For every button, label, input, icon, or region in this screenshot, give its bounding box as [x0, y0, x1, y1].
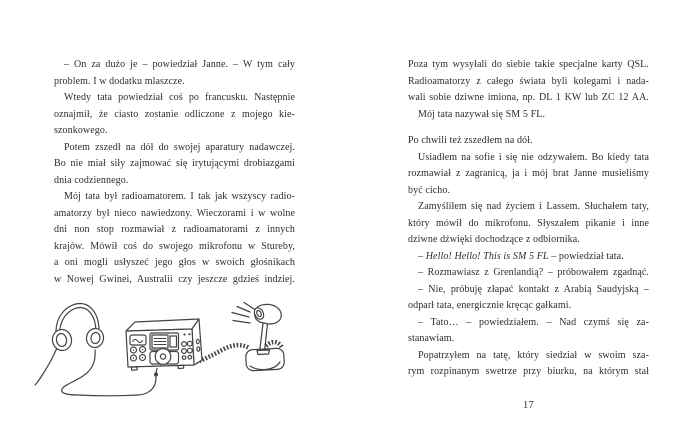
text-line: Zamyśliłem się nad życiem i Lassem. Słuchałem taty, — [418, 201, 649, 212]
paragraph — [408, 249, 649, 266]
text-line: Bo nie miał siły zajmować się irytującymi drobiazgami — [54, 158, 295, 169]
text-line: w Nowej Gwinei, Australii czy jeszcze gdzieś indziej. — [54, 273, 295, 285]
headphones-drawing — [51, 304, 105, 352]
text-line: a oni mogli usłyszeć jego głos w swoich głośnikach — [54, 257, 295, 268]
text-line: – Nie, próbuję złapać kontakt z Arabią Saudyjską – — [418, 283, 649, 295]
text-line: Potem zszedł na dół do swojej aparatury nadawczej. — [64, 141, 295, 153]
paragraph — [408, 199, 649, 249]
left-page-text — [54, 57, 295, 288]
text-line: krajów. Mówił coś do swojego mikrofonu w Stureby, — [54, 240, 295, 252]
sound-lines-drawing — [232, 303, 254, 324]
paragraph — [408, 315, 649, 348]
text-line: stanawiam. — [408, 333, 455, 344]
text-line: dnia codziennego. — [54, 174, 129, 186]
text-line: Poza tym wysyłali do siebie takie specjalne karty QSL. — [408, 59, 649, 70]
text-line: rym rozpinanym swetrze przy biurku, na którym stał — [408, 366, 649, 377]
text-line: Po chwili też zszedłem na dół. — [408, 135, 533, 146]
text-line: – Tato… – powiedziałem. – Nad czymś się za- — [418, 316, 649, 328]
paragraph — [408, 282, 649, 315]
page-number: 17 — [522, 400, 535, 411]
text-line: dni non stop rozmawiał z radioamatorami z innych — [54, 224, 295, 235]
desk-microphone-drawing — [246, 304, 285, 371]
text-line: – Rozmawiasz z Grenlandią? – próbowałem zgadnąć. — [418, 267, 649, 278]
paragraph — [408, 57, 649, 107]
right-page-text — [408, 57, 649, 381]
text-line: dziwne dźwięki dochodzące z odbiornika. — [408, 234, 580, 245]
text-line: wali sobie dziwne imiona, np. DL 1 KW lub ZC 12 AA. — [408, 92, 649, 103]
radio-illustration — [28, 292, 308, 407]
text-line: rozmawiał z zagranicą, ja i mój brat Janne musieliśmy — [408, 168, 649, 179]
text-line: Radioamatorzy z całego świata byli kolegami i nada- — [408, 75, 649, 87]
text-line: odparł tata, energicznie kręcąc gałkami. — [408, 300, 572, 311]
paragraph — [54, 140, 295, 190]
text-line: Wtedy tata powiedział coś po francusku. Następnie — [64, 92, 295, 103]
paragraph — [408, 107, 649, 124]
text-line: Usiadłem na sofie i się nie odzywałem. Bo kiedy tata — [418, 151, 649, 163]
text-line: szonkowego. — [54, 125, 108, 136]
text-line: – On za dużo je – powiedział Janne. – W tym cały — [64, 59, 295, 70]
paragraph — [54, 57, 295, 90]
text-line: problem. I w dodatku mlaszcze. — [54, 75, 185, 87]
text-line: Mój tata nazywał się SM 5 FL. — [418, 108, 546, 120]
text-line: Mój tata był radioamatorem. I tak jak wszyscy radio- — [64, 191, 295, 202]
paragraph — [408, 133, 649, 150]
text-line: – Hello! Hello! This is SM 5 FL – powiedział tata. — [418, 250, 624, 262]
text-line: Popatrzyłem na tatę, który siedział w swoim sza- — [418, 349, 649, 361]
paragraph — [408, 150, 649, 200]
text-line: oznajmił, że ciasto zostanie odliczone z mojego kie- — [54, 108, 295, 120]
text-line: amatorzy był nieco nawiedzony. Wieczorami i w wolne — [54, 207, 295, 219]
text-line: który mówił do mikrofonu. Słyszałem pikanie i inne — [408, 217, 649, 229]
paragraph — [54, 189, 295, 288]
text-line: być cicho. — [408, 184, 451, 196]
paragraph — [54, 90, 295, 140]
paragraph — [408, 265, 649, 282]
radio-transceiver-drawing — [126, 319, 202, 370]
paragraph — [408, 348, 649, 381]
